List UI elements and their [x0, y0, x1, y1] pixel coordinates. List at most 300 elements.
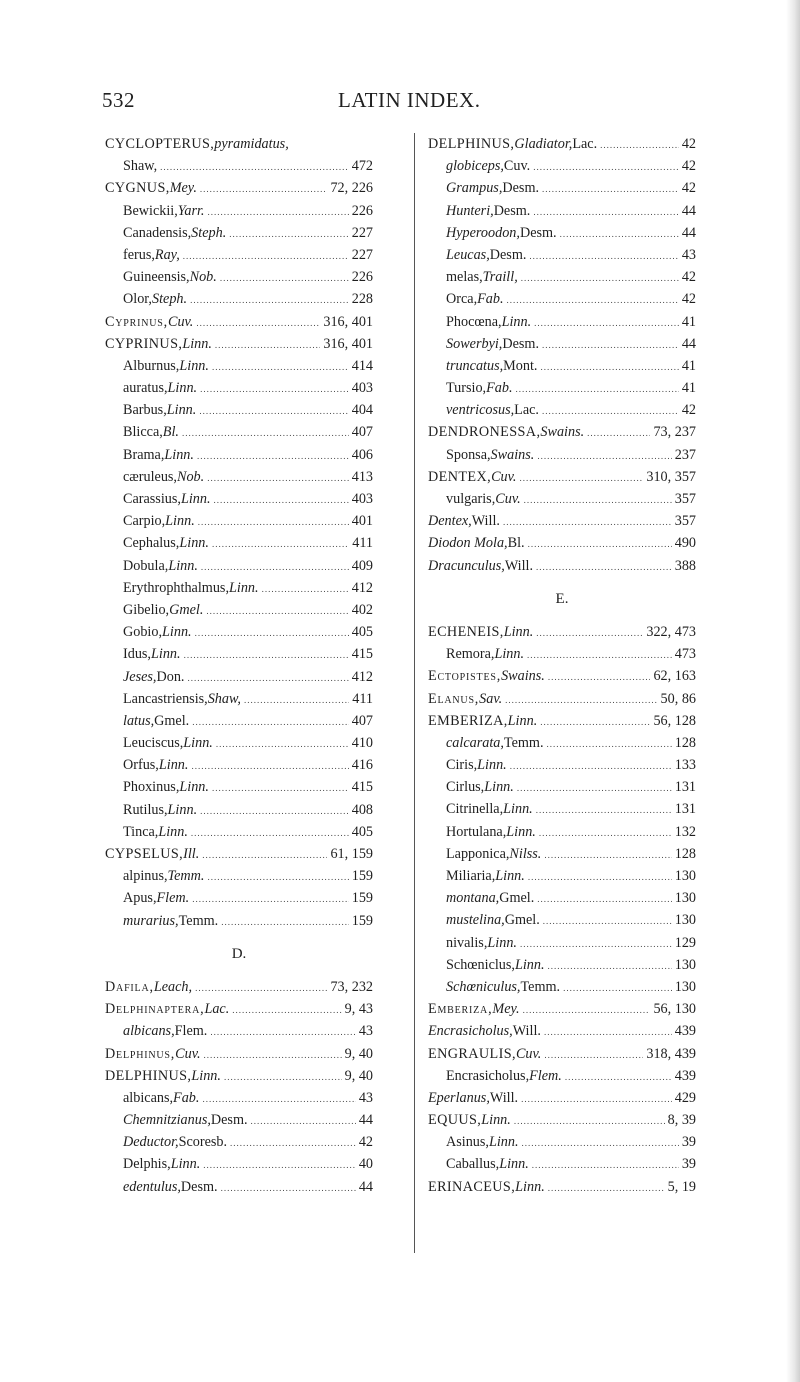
- entry-authority: Mont.: [503, 357, 538, 374]
- entry-name: Shaw,: [123, 158, 158, 175]
- page-reference: 226: [351, 269, 373, 286]
- page-reference: 133: [674, 757, 696, 774]
- leader-dots: [212, 356, 349, 378]
- leader-dots: [195, 622, 349, 644]
- leader-dots: [537, 445, 671, 467]
- entry-name: vulgaris,: [446, 491, 496, 507]
- entry-name: Sponsa,: [446, 446, 491, 463]
- index-entry: [428, 688, 696, 710]
- entry-authority: Nilss.: [509, 845, 542, 862]
- leader-dots: [212, 533, 349, 555]
- entry-authority: Will.: [512, 1023, 541, 1040]
- entry-name: Gibelio,: [123, 601, 170, 618]
- entry-authority: Desm.: [519, 224, 557, 241]
- entry-name: DELPHINUS,: [105, 1067, 192, 1084]
- index-subentry: [428, 909, 696, 931]
- page-reference: 403: [351, 491, 373, 507]
- leader-dots: [507, 289, 679, 311]
- index-subentry: [428, 865, 696, 887]
- index-subentry: [105, 222, 373, 244]
- page-reference: 404: [351, 402, 373, 419]
- entry-authority: Desm.: [502, 335, 540, 352]
- page-reference: 388: [674, 557, 696, 574]
- index-entry: [428, 665, 696, 687]
- leader-dots: [224, 1066, 342, 1088]
- entry-name: Eperlanus,: [428, 1089, 490, 1106]
- leader-dots: [230, 1132, 356, 1154]
- index-entry: [105, 333, 373, 355]
- page-reference: 73, 237: [653, 424, 696, 441]
- page-reference: 42: [681, 158, 696, 175]
- entry-authority: Desm.: [502, 180, 540, 197]
- page-reference: 414: [351, 357, 373, 374]
- entry-authority: Linn.: [183, 735, 213, 752]
- page-reference: 228: [351, 291, 373, 308]
- leader-dots: [563, 977, 672, 999]
- page-reference: 42: [681, 180, 696, 197]
- leader-dots: [520, 933, 672, 955]
- entry-authority: Linn.: [503, 801, 533, 818]
- page-reference: 410: [351, 735, 373, 752]
- page-reference: 40: [358, 1156, 373, 1173]
- entry-authority: Cuv.: [491, 468, 517, 485]
- leader-dots: [207, 866, 348, 888]
- leader-dots: [514, 1110, 665, 1132]
- entry-authority: Cuv.: [515, 1045, 542, 1062]
- leader-dots: [528, 866, 672, 888]
- entry-name: globiceps,: [446, 158, 504, 175]
- entry-name: Leuciscus,: [123, 735, 184, 752]
- entry-name: Carpio,: [123, 513, 166, 530]
- page-reference: 416: [351, 757, 373, 774]
- entry-authority: Linn.: [514, 956, 545, 973]
- page-reference: 130: [674, 912, 696, 929]
- index-subentry: [428, 821, 696, 843]
- page-reference: 159: [351, 912, 373, 929]
- leader-dots: [523, 999, 651, 1021]
- leader-dots: [521, 1088, 672, 1110]
- page-reference: 409: [351, 557, 373, 574]
- leader-dots: [521, 267, 679, 289]
- leader-dots: [544, 1021, 672, 1043]
- entry-authority: Traill,: [482, 269, 518, 286]
- leader-dots: [536, 799, 672, 821]
- entry-name: Caballus,: [446, 1156, 500, 1173]
- entry-name: Tinca,: [123, 823, 159, 840]
- leader-dots: [183, 245, 349, 267]
- page-reference: 42: [681, 402, 696, 419]
- page-reference: 472: [351, 158, 373, 175]
- index-subentry: [105, 244, 373, 266]
- index-subentry: [105, 510, 373, 532]
- index-subentry: [105, 1153, 373, 1175]
- entry-authority: Nob.: [176, 468, 205, 485]
- entry-authority: Steph.: [191, 224, 227, 241]
- index-subentry: [105, 488, 373, 510]
- page-reference: 130: [674, 956, 696, 973]
- entry-authority: Linn.: [499, 1156, 529, 1173]
- page-reference: 44: [358, 1112, 373, 1129]
- index-subentry: [428, 333, 696, 355]
- entry-authority: Bl.: [162, 424, 179, 441]
- page-reference: 159: [351, 890, 373, 907]
- leader-dots: [536, 622, 643, 644]
- page-reference: 402: [351, 601, 373, 618]
- leader-dots: [262, 578, 349, 600]
- page-reference: 130: [674, 890, 696, 907]
- page-reference: 412: [351, 668, 373, 685]
- entry-authority: Desm.: [489, 246, 527, 263]
- leader-dots: [244, 689, 349, 711]
- entry-name: Barbus,: [123, 402, 167, 419]
- entry-name: Orca,: [446, 291, 478, 308]
- leader-dots: [251, 1110, 356, 1132]
- entry-name: Hortulana,: [446, 823, 507, 840]
- entry-authority: Desm.: [210, 1112, 248, 1129]
- index-subentry: [428, 288, 696, 310]
- entry-name: Cephalus,: [123, 535, 180, 552]
- index-subentry: [428, 732, 696, 754]
- entry-name: cæruleus,: [123, 468, 177, 485]
- entry-name: Grampus,: [446, 180, 503, 197]
- entry-name: ventricosus,: [446, 402, 515, 419]
- leader-dots: [510, 755, 672, 777]
- page-reference: 44: [681, 335, 696, 352]
- page-reference: 227: [351, 224, 373, 241]
- entry-name: Elanus,: [428, 690, 480, 707]
- page-reference: 316, 401: [323, 335, 373, 352]
- entry-name: melas,: [446, 269, 483, 286]
- index-subentry: [428, 488, 696, 510]
- entry-name: Hunteri,: [446, 202, 494, 219]
- entry-authority: Gmel.: [169, 601, 204, 618]
- entry-authority: Linn.: [501, 313, 532, 330]
- page-reference: 310, 357: [646, 468, 696, 485]
- entry-name: Apus,: [123, 890, 157, 907]
- page-reference: 130: [674, 868, 696, 884]
- entry-authority: Yarr.: [177, 202, 205, 219]
- entry-name: Blicca,: [123, 424, 163, 441]
- entry-name: murarius,: [123, 912, 179, 929]
- index-subentry: [428, 843, 696, 865]
- entry-authority: Linn.: [488, 1134, 519, 1151]
- index-subentry: [105, 266, 373, 288]
- entry-authority: Linn.: [191, 1067, 221, 1084]
- page-reference: 415: [351, 646, 373, 663]
- entry-name: Encrasicholus,: [428, 1023, 513, 1040]
- entry-authority: Linn.: [165, 513, 195, 530]
- page-reference: 41: [681, 357, 696, 374]
- entry-authority: Linn.: [487, 934, 517, 951]
- entry-authority: Linn.: [162, 624, 192, 641]
- leader-dots: [532, 1154, 679, 1176]
- entry-name: Sowerbyi,: [446, 335, 503, 352]
- entry-authority-extra: Lac.: [572, 136, 598, 152]
- page-reference: 9, 40: [344, 1067, 373, 1084]
- entry-name: Cyprinus,: [105, 313, 168, 330]
- leader-dots: [221, 911, 349, 933]
- page-reference: 44: [681, 224, 696, 241]
- entry-name: Gobio,: [123, 624, 163, 641]
- index-entry: [105, 1065, 373, 1087]
- index-subentry: [428, 754, 696, 776]
- leader-dots: [533, 156, 679, 178]
- leader-dots: [519, 467, 643, 489]
- entry-authority: Leach,: [153, 978, 193, 995]
- leader-dots: [195, 977, 327, 999]
- leader-dots: [560, 223, 679, 245]
- entry-name: Dentex,: [428, 513, 472, 530]
- entry-name: auratus,: [123, 380, 168, 397]
- index-subentry: [105, 466, 373, 488]
- entry-authority: Bl.: [507, 535, 525, 552]
- entry-name: alpinus,: [123, 868, 168, 885]
- entry-authority: Linn.: [494, 646, 525, 663]
- index-subentry: [105, 599, 373, 621]
- index-subentry: [105, 532, 373, 554]
- page-reference: 56, 130: [653, 1001, 696, 1018]
- page-reference: 62, 163: [653, 668, 696, 685]
- entry-name: Asinus,: [446, 1134, 489, 1151]
- entry-name: Cirlus,: [446, 779, 485, 796]
- entry-name: CYGNUS,: [105, 180, 170, 197]
- page-reference: 43: [358, 1089, 373, 1106]
- entry-authority: Linn.: [179, 357, 209, 374]
- entry-name: EQUUS,: [428, 1112, 482, 1129]
- entry-authority: Linn.: [167, 801, 198, 818]
- entry-name: Erythrophthalmus,: [123, 579, 229, 596]
- entry-authority: Linn.: [180, 491, 211, 507]
- page-reference: 8, 39: [667, 1112, 696, 1129]
- index-entry: [105, 843, 373, 865]
- page-reference: 5, 19: [667, 1178, 696, 1195]
- entry-name: Phoxinus,: [123, 779, 180, 796]
- leader-dots: [207, 201, 348, 223]
- entry-authority: pyramidatus,: [214, 136, 289, 152]
- entry-name: Tursio,: [446, 380, 487, 397]
- leader-dots: [540, 711, 650, 733]
- index-subentry: [428, 1131, 696, 1153]
- index-subentry: [428, 1153, 696, 1175]
- page-reference: 132: [674, 823, 696, 840]
- leader-dots: [160, 156, 349, 178]
- entry-name: Ectopistes,: [428, 668, 502, 685]
- entry-authority: Temm.: [178, 912, 219, 929]
- index-subentry: [105, 399, 373, 421]
- entry-authority: Linn.: [164, 446, 194, 463]
- leader-dots: [548, 955, 672, 977]
- index-subentry: [105, 710, 373, 732]
- entry-name: montana,: [446, 890, 500, 907]
- leader-dots: [542, 400, 679, 422]
- index-subentry: [428, 932, 696, 954]
- entry-authority: Linn.: [170, 1156, 201, 1173]
- page-header: [102, 88, 702, 118]
- index-subentry: [428, 976, 696, 998]
- entry-name: Olor,: [123, 291, 152, 308]
- index-subentry: [105, 421, 373, 443]
- leader-dots: [587, 422, 650, 444]
- index-subentry: [105, 799, 373, 821]
- index-entry: [428, 710, 696, 732]
- index-subentry: [105, 821, 373, 843]
- leader-dots: [229, 223, 348, 245]
- index-entry: [428, 1020, 696, 1042]
- page-reference: 131: [674, 779, 696, 796]
- index-subentry: [428, 444, 696, 466]
- entry-authority: Cuv.: [168, 313, 194, 330]
- leader-dots: [207, 467, 349, 489]
- entry-name: Lancastriensis,: [123, 690, 208, 707]
- entry-authority: Swains.: [540, 424, 585, 441]
- entry-name: Ciris,: [446, 757, 478, 774]
- entry-authority: Cuv.: [495, 491, 521, 507]
- entry-authority: Shaw,: [207, 690, 241, 707]
- index-entry: [105, 976, 373, 998]
- page-reference: 490: [674, 535, 696, 552]
- page-reference: 412: [351, 579, 373, 596]
- index-entry: [105, 311, 373, 333]
- leader-dots: [600, 134, 679, 156]
- entry-authority: Temm.: [503, 734, 544, 751]
- entry-authority: Linn.: [495, 868, 525, 884]
- entry-authority: Linn.: [150, 646, 181, 663]
- page-reference: 44: [681, 202, 696, 219]
- index-subentry: [105, 688, 373, 710]
- running-title: LATIN INDEX.: [338, 88, 481, 112]
- entry-authority: Flem.: [156, 890, 190, 907]
- index-subentry: [428, 776, 696, 798]
- page-reference: 357: [674, 491, 696, 507]
- entry-name: Rutilus,: [123, 801, 168, 818]
- entry-authority: Desm.: [180, 1178, 218, 1195]
- page-reference: 39: [681, 1156, 696, 1173]
- leader-dots: [200, 378, 349, 400]
- entry-authority: Linn.: [179, 535, 209, 552]
- entry-authority: Linn.: [481, 1112, 511, 1129]
- index-subentry: [105, 887, 373, 909]
- leader-dots: [522, 1132, 679, 1154]
- index-entry: [428, 998, 696, 1020]
- entry-authority: Linn.: [229, 579, 259, 596]
- page-reference: 43: [681, 246, 696, 263]
- entry-name: calcarata,: [446, 734, 504, 751]
- index-subentry: [428, 266, 696, 288]
- entry-authority: Mey.: [169, 180, 197, 197]
- left-index-column: [105, 133, 373, 1198]
- index-subentry: [105, 355, 373, 377]
- leader-dots: [517, 777, 672, 799]
- page-reference: 128: [674, 734, 696, 751]
- index-subentry: [105, 288, 373, 310]
- entry-authority: Cuv.: [503, 158, 531, 175]
- entry-name: edentulus,: [123, 1178, 181, 1195]
- leader-dots: [534, 312, 679, 334]
- entry-name: Idus,: [123, 646, 151, 663]
- entry-authority: Temm.: [167, 868, 205, 885]
- entry-name: nivalis,: [446, 934, 488, 951]
- leader-dots: [548, 666, 651, 688]
- leader-dots: [198, 511, 349, 533]
- leader-dots: [187, 667, 348, 689]
- entry-name: Chemnitzianus,: [123, 1112, 211, 1129]
- leader-dots: [537, 888, 671, 910]
- page-reference: 73, 232: [330, 978, 373, 995]
- entry-name: Bewickii,: [123, 202, 178, 219]
- leader-dots: [548, 1177, 665, 1199]
- leader-dots: [202, 844, 327, 866]
- leader-dots: [204, 1044, 342, 1066]
- entry-name: Phocœna,: [446, 313, 502, 330]
- index-subentry: [428, 200, 696, 222]
- page-reference: 403: [351, 380, 373, 397]
- entry-authority: Scoresb.: [178, 1134, 228, 1151]
- leader-dots: [191, 755, 348, 777]
- leader-dots: [192, 888, 349, 910]
- index-subentry: [105, 643, 373, 665]
- entry-authority: Steph.: [151, 291, 188, 308]
- entry-authority: Lac.: [514, 402, 539, 419]
- page-reference: 56, 128: [653, 712, 696, 729]
- leader-dots: [212, 777, 349, 799]
- leader-dots: [200, 800, 349, 822]
- entry-name: CYPRINUS,: [105, 335, 183, 352]
- entry-authority: Flem.: [174, 1023, 208, 1040]
- entry-authority: Linn.: [179, 779, 209, 796]
- column-divider: [414, 133, 415, 1253]
- page-reference: 318, 439: [646, 1045, 696, 1062]
- leader-dots: [215, 334, 320, 356]
- entry-name: Lapponica,: [446, 845, 510, 862]
- page-reference: 407: [351, 424, 373, 441]
- leader-dots: [201, 556, 349, 578]
- page-reference: 439: [674, 1023, 696, 1040]
- entry-authority: Fab.: [173, 1089, 200, 1106]
- leader-dots: [182, 422, 349, 444]
- entry-authority: Linn.: [515, 1178, 545, 1195]
- entry-name: Brama,: [123, 446, 165, 463]
- index-subentry: [428, 244, 696, 266]
- leader-dots: [505, 689, 657, 711]
- entry-authority: Will.: [489, 1089, 519, 1106]
- index-entry: [428, 1109, 696, 1131]
- leader-dots: [540, 356, 678, 378]
- section-letter: E.: [555, 590, 569, 607]
- index-subentry: [105, 754, 373, 776]
- entry-authority: Gladiator,: [514, 136, 573, 152]
- leader-dots: [214, 489, 349, 511]
- index-subentry: [105, 377, 373, 399]
- entry-name: albicans,: [123, 1023, 175, 1040]
- leader-dots: [544, 844, 671, 866]
- leader-dots: [199, 400, 348, 422]
- leader-dots: [206, 600, 348, 622]
- entry-name: Miliaria,: [446, 868, 496, 884]
- entry-authority: Mey.: [492, 1001, 520, 1018]
- entry-authority: Desm.: [493, 202, 531, 219]
- index-subentry: [428, 1065, 696, 1087]
- leader-dots: [542, 178, 679, 200]
- section-letter: D.: [231, 945, 247, 962]
- index-entry: [428, 621, 696, 643]
- page-reference: 128: [674, 845, 696, 862]
- page-reference: 237: [674, 446, 696, 463]
- page-reference: 226: [351, 202, 373, 219]
- index-entry: [428, 421, 696, 443]
- entry-authority: Ray,: [154, 246, 180, 263]
- entry-name: Leucas,: [446, 246, 490, 263]
- page-reference: 407: [351, 712, 373, 729]
